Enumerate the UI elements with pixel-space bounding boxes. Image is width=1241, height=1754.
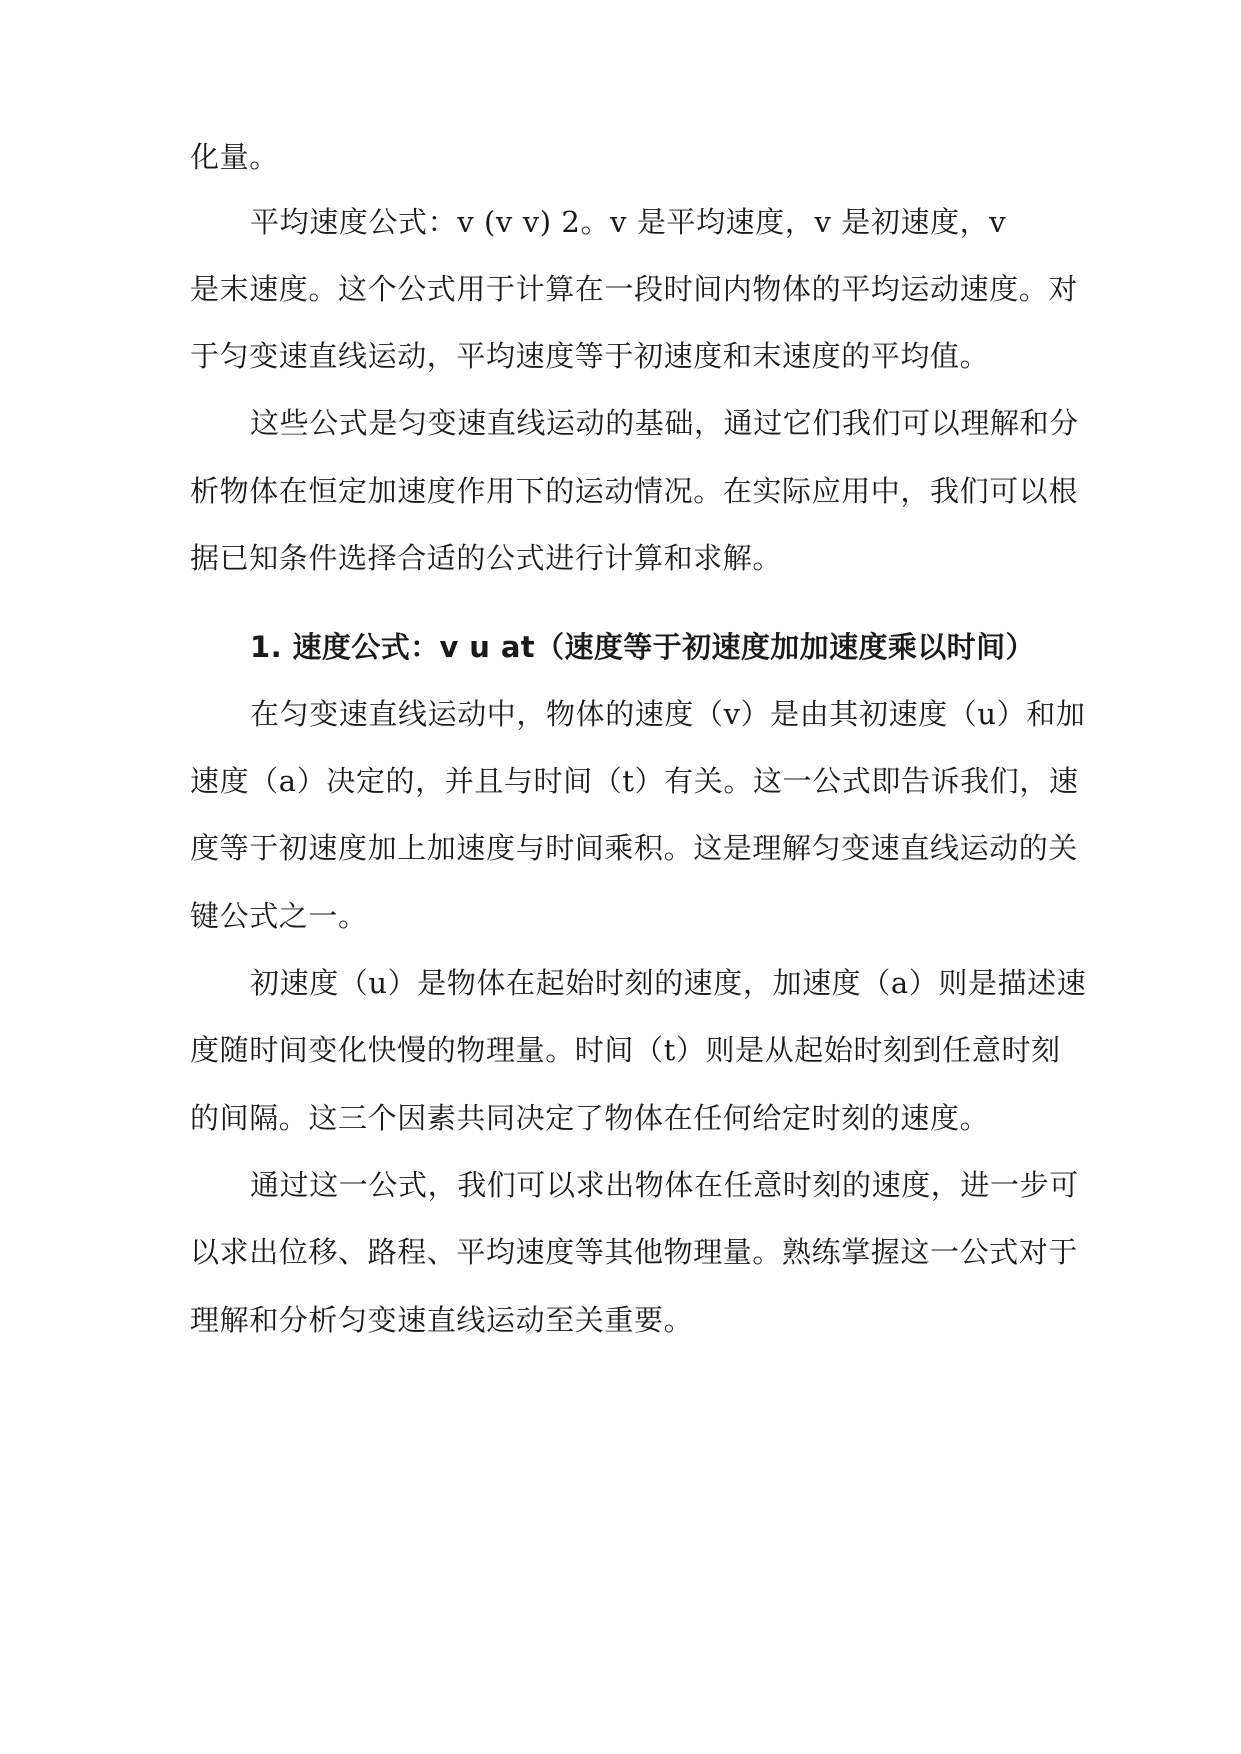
text-line: 于匀变速直线运动，平均速度等于初速度和末速度的平均值。 bbox=[190, 339, 990, 373]
text-line: 度随时间变化快慢的物理量。时间（t）则是从起始时刻到任意时刻 bbox=[190, 1033, 1061, 1067]
text-line: 通过这一公式，我们可以求出物体在任意时刻的速度，进一步可 bbox=[250, 1168, 1079, 1202]
text-line: 度等于初速度加上加速度与时间乘积。这是理解匀变速直线运动的关 bbox=[190, 831, 1079, 865]
text-line: 速度（a）决定的，并且与时间（t）有关。这一公式即告诉我们，速 bbox=[190, 764, 1079, 798]
text-line: 理解和分析匀变速直线运动至关重要。 bbox=[190, 1303, 694, 1337]
text-line: 这些公式是匀变速直线运动的基础，通过它们我们可以理解和分 bbox=[250, 406, 1079, 440]
text-line: 在匀变速直线运动中，物体的速度（v）是由其初速度（u）和加 bbox=[250, 697, 1086, 731]
text-line: 是末速度。这个公式用于计算在一段时间内物体的平均运动速度。对 bbox=[190, 272, 1079, 306]
text-line: 平均速度公式：v (v v) 2。v 是平均速度，v 是初速度，v bbox=[250, 205, 1007, 239]
text-line: 据已知条件选择合适的公式进行计算和求解。 bbox=[190, 541, 783, 575]
text-line: 初速度（u）是物体在起始时刻的速度，加速度（a）则是描述速 bbox=[250, 966, 1087, 1000]
text-line: 以求出位移、路程、平均速度等其他物理量。熟练掌握这一公式对于 bbox=[190, 1235, 1079, 1269]
text-line: 的间隔。这三个因素共同决定了物体在任何给定时刻的速度。 bbox=[190, 1101, 990, 1135]
text-line: 键公式之一。 bbox=[190, 899, 368, 933]
text-line: 化量。 bbox=[190, 140, 279, 174]
section-heading: 1. 速度公式：v u at（速度等于初速度加加速度乘以时间） bbox=[250, 630, 1035, 664]
text-line: 析物体在恒定加速度作用下的运动情况。在实际应用中，我们可以根 bbox=[190, 474, 1079, 508]
